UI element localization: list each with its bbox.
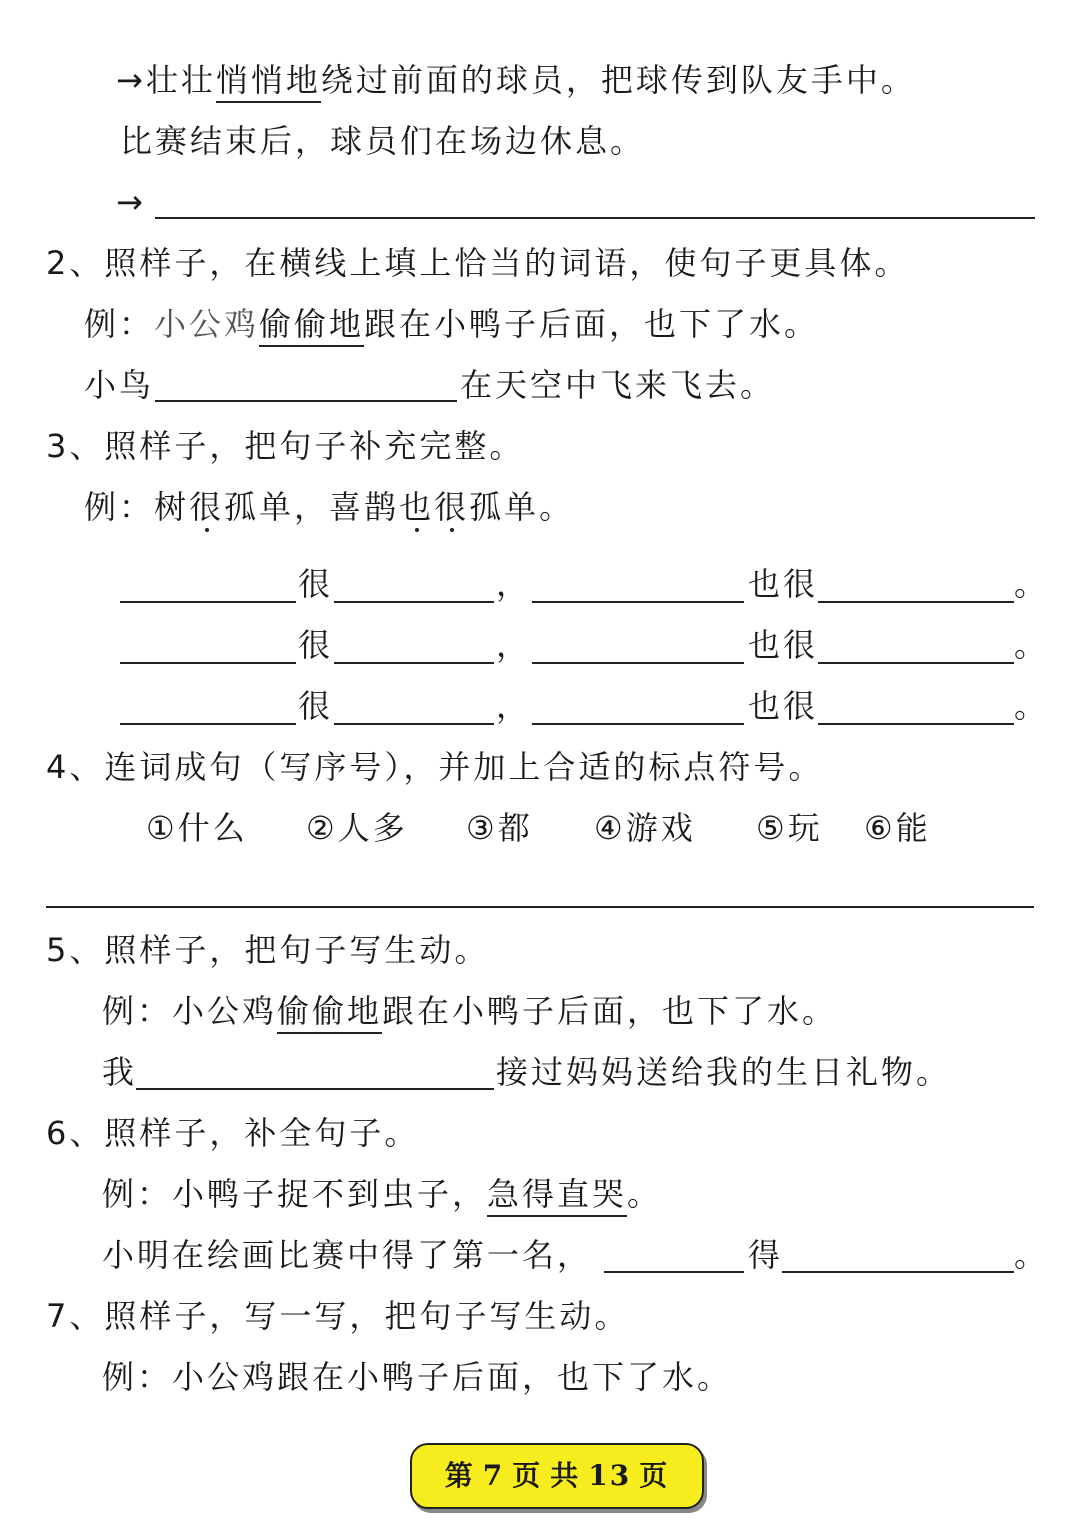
- q3-row1-blank-1[interactable]: [120, 601, 296, 603]
- q3-row3-blank-4[interactable]: [818, 723, 1014, 725]
- q6-example-underlined: 急得直哭: [487, 1175, 627, 1217]
- q3-example-dotted-2: 也: [399, 488, 435, 526]
- q3-fill-row-2: [0, 615, 1080, 675]
- q5-example-label: 例：: [102, 992, 173, 1030]
- q3-row1-hen: 很: [298, 565, 334, 603]
- q2-answer-blank[interactable]: [155, 400, 457, 402]
- q4-title: 4、连词成句（写序号），并加上合适的标点符号。: [46, 748, 824, 786]
- footer-total-pages: 13: [588, 1459, 632, 1492]
- footer-di: 第: [444, 1459, 475, 1492]
- q3-row1-blank-2[interactable]: [334, 601, 494, 603]
- q4-option-1: ①什么: [146, 809, 248, 847]
- q6-example-label: 例：: [102, 1175, 173, 1213]
- q2-example-label: 例：: [84, 305, 155, 343]
- q3-example-label: 例：: [84, 488, 155, 526]
- q1-example-line: [116, 50, 916, 110]
- page-indicator-badge: [410, 1443, 704, 1509]
- q5-prompt-post: 接过妈妈送给我的生日礼物。: [496, 1053, 952, 1091]
- q7-title: 7、照样子，写一写，把句子写生动。: [46, 1297, 630, 1335]
- q3-row3-blank-2[interactable]: [334, 723, 494, 725]
- q5-answer-blank[interactable]: [136, 1088, 494, 1090]
- q1-example-underlined: 悄悄地: [216, 61, 321, 103]
- q2-prompt: [84, 355, 984, 415]
- q4-answer-blank[interactable]: [46, 906, 1034, 908]
- q3-row3-comma: ，: [496, 687, 532, 725]
- footer-page-number: 7: [482, 1459, 505, 1492]
- q3-row2-hen: 很: [298, 626, 334, 664]
- q3-example: [84, 477, 574, 537]
- q3-row3-hen: 很: [298, 687, 334, 725]
- q6-answer-blank-1[interactable]: [604, 1271, 744, 1273]
- footer-ye-2: 页: [639, 1459, 670, 1492]
- q6-title: 6、照样子，补全句子。: [46, 1114, 420, 1152]
- q2-example-pre: 小公鸡: [154, 305, 260, 343]
- q6-example-end: 。: [627, 1175, 663, 1213]
- q1-answer-blank[interactable]: [155, 217, 1035, 219]
- q1-example-rest: 绕过前面的球员，把球传到队友手中。: [320, 61, 916, 99]
- q6-prompt: [0, 1225, 1080, 1285]
- q3-row1-period: 。: [1014, 565, 1050, 603]
- q6-prompt-end: 。: [1014, 1236, 1050, 1274]
- q3-row1-blank-3[interactable]: [532, 601, 744, 603]
- q3-row2-yehen: 也很: [748, 626, 819, 664]
- q3-row3-period: 。: [1014, 687, 1050, 725]
- q5-title: 5、照样子，把句子写生动。: [46, 931, 490, 969]
- q6-prompt-pre: 小明在绘画比赛中得了第一名，: [102, 1236, 593, 1274]
- q3-row2-blank-2[interactable]: [334, 662, 494, 664]
- q3-row1-comma: ，: [496, 565, 532, 603]
- q6-prompt-de: 得: [748, 1236, 784, 1274]
- q6-answer-blank-2[interactable]: [782, 1271, 1014, 1273]
- q3-row1-blank-4[interactable]: [818, 601, 1014, 603]
- q4-option-4: ④游戏: [594, 809, 696, 847]
- q3-title: 3、照样子，把句子补充完整。: [46, 427, 525, 465]
- q3-fill-row-1: [0, 554, 1080, 614]
- q6-example-pre: 小鸭子捉不到虫子，: [172, 1175, 488, 1213]
- q3-example-dotted-1: 很: [189, 488, 225, 526]
- q3-row3-yehen: 也很: [748, 687, 819, 725]
- q4-option-6: ⑥能: [864, 809, 931, 847]
- q4-option-2: ②人多: [306, 809, 408, 847]
- q5-example-pre: 小公鸡: [172, 992, 278, 1030]
- q2-example-underlined: 偷偷地: [259, 305, 364, 347]
- q1-prompt: 比赛结束后，球员们在场边休息。: [120, 122, 646, 160]
- q2-example-rest: 跟在小鸭子后面，也下了水。: [364, 305, 820, 343]
- q3-row2-blank-1[interactable]: [120, 662, 296, 664]
- q2-prompt-pre: 小鸟: [84, 366, 155, 404]
- q3-example-b: 孤单，喜鹊: [224, 488, 400, 526]
- q4-option-3: ③都: [466, 809, 533, 847]
- footer-gong: 共: [550, 1459, 581, 1492]
- q5-prompt: [102, 1042, 1002, 1102]
- q3-example-a: 树: [154, 488, 190, 526]
- footer-ye: 页: [512, 1459, 543, 1492]
- q1-arrow: →: [116, 183, 146, 221]
- q2-title: 2、照样子，在横线上填上恰当的词语，使句子更具体。: [46, 244, 910, 282]
- q5-example-rest: 跟在小鸭子后面，也下了水。: [382, 992, 838, 1030]
- q2-example: [84, 294, 819, 354]
- q3-row2-blank-3[interactable]: [532, 662, 744, 664]
- q5-prompt-pre: 我: [102, 1053, 138, 1091]
- q3-row2-blank-4[interactable]: [818, 662, 1014, 664]
- q3-row3-blank-3[interactable]: [532, 723, 744, 725]
- q4-option-5: ⑤玩: [756, 809, 823, 847]
- q7-example: 例：小公鸡跟在小鸭子后面，也下了水。: [102, 1358, 733, 1396]
- q6-example: [102, 1164, 662, 1224]
- q5-example-underlined: 偷偷地: [277, 992, 382, 1034]
- q5-example: [102, 981, 837, 1041]
- q1-example-prefix: →壮壮: [116, 61, 216, 99]
- q4-options: [0, 798, 1080, 858]
- q3-example-dotted-3: 很: [434, 488, 470, 526]
- q2-prompt-post: 在天空中飞来飞去。: [460, 366, 776, 404]
- q3-row3-blank-1[interactable]: [120, 723, 296, 725]
- q3-row2-comma: ，: [496, 626, 532, 664]
- q3-row2-period: 。: [1014, 626, 1050, 664]
- q3-fill-row-3: [0, 676, 1080, 736]
- q3-example-c: 孤单。: [469, 488, 575, 526]
- q3-row1-yehen: 也很: [748, 565, 819, 603]
